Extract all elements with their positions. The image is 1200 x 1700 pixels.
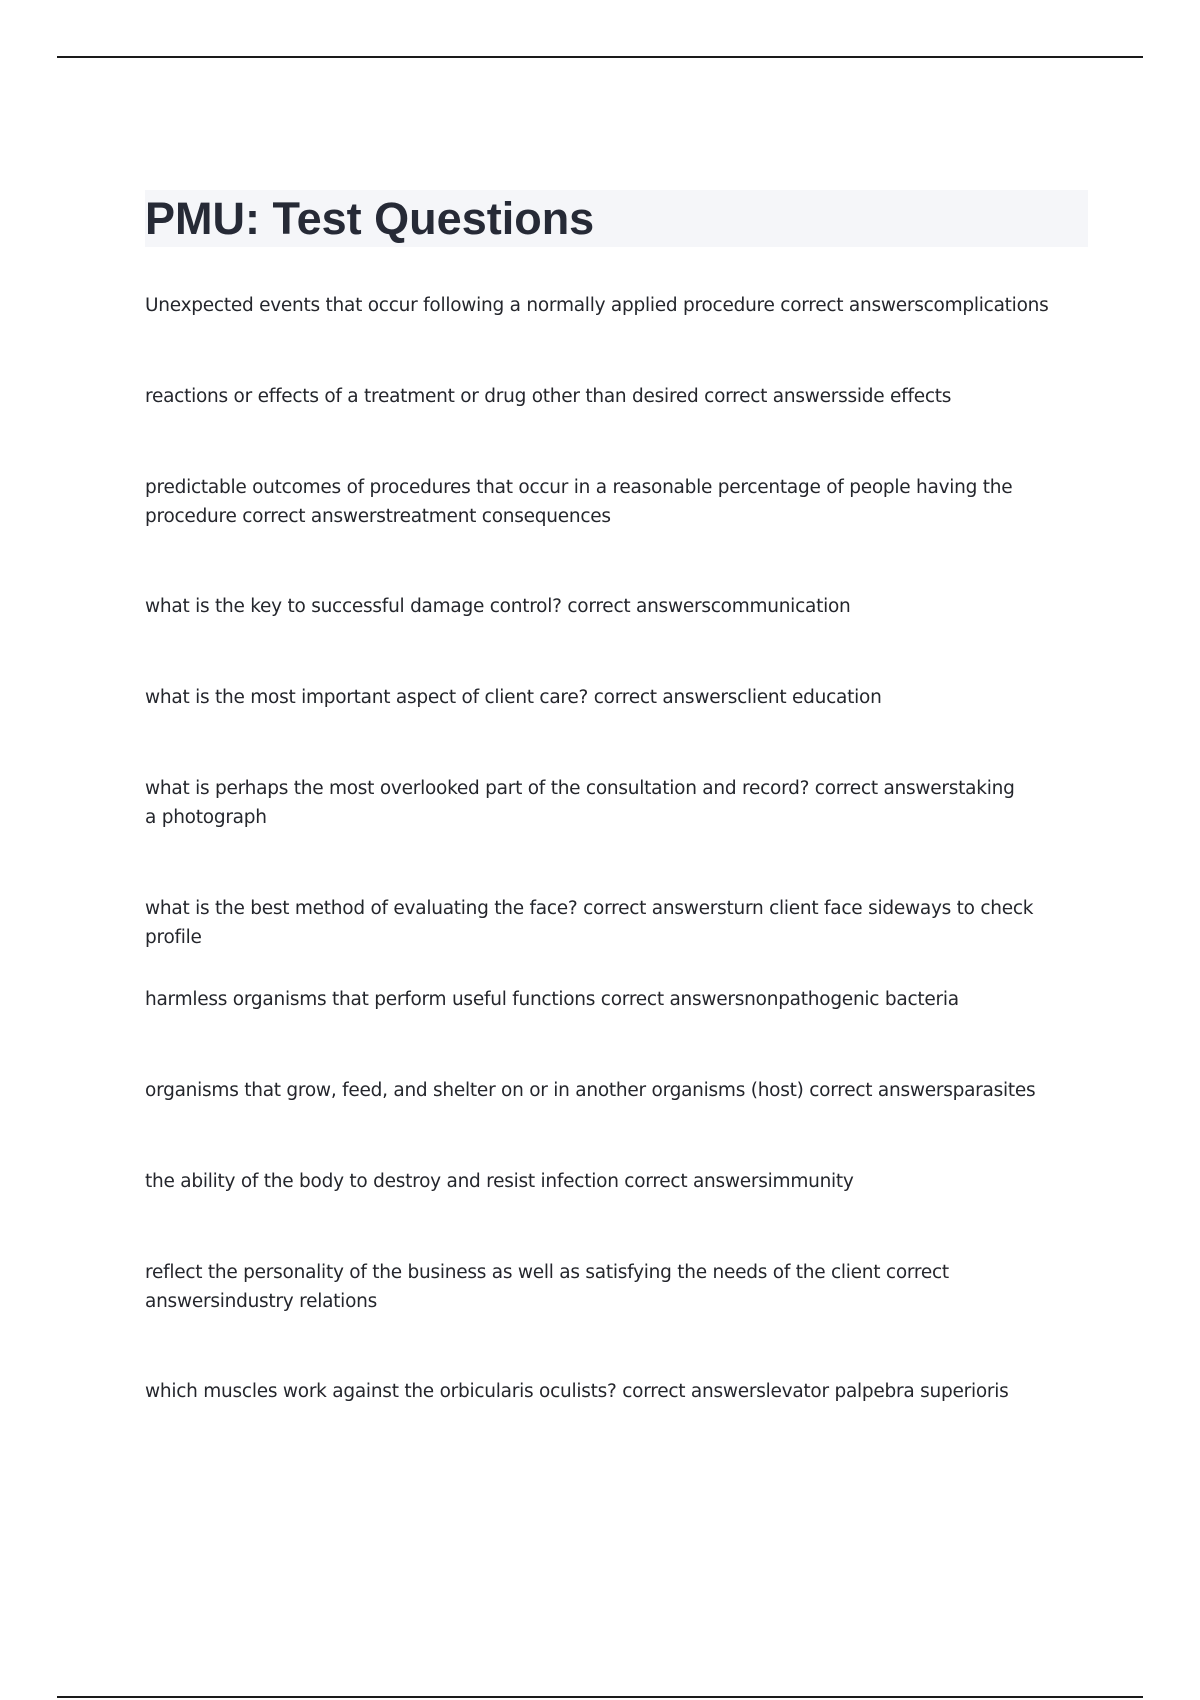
page-title: PMU: Test Questions [145,193,595,244]
question-item-9: organisms that grow, feed, and shelter on or in another organisms (host) correct answersparasites [145,1080,1036,1101]
question-item-10: the ability of the body to destroy and resist infection correct answersimmunity [145,1171,854,1192]
question-item-11: reflect the personality of the business as well as satisfying the needs of the client correct answersindustry relations [145,1262,949,1312]
question-item-6: what is perhaps the most overlooked part of the consultation and record? correct answerstaking a photograph [145,778,1015,828]
question-item-4: what is the key to successful damage control? correct answerscommunication [145,596,851,617]
question-item-7: what is the best method of evaluating the face? correct answersturn client face sideways to check profile [145,898,1034,948]
question-item-1: Unexpected events that occur following a normally applied procedure correct answerscomplications [145,295,1049,316]
question-item-2: reactions or effects of a treatment or drug other than desired correct answersside effects [145,386,952,407]
question-item-12: which muscles work against the orbicularis oculists? correct answerslevator palpebra superioris [145,1381,1009,1402]
question-item-8: harmless organisms that perform useful functions correct answersnonpathogenic bacteria [145,989,959,1010]
question-item-3: predictable outcomes of procedures that occur in a reasonable percentage of people having the procedure correct answerstreatment consequences [145,477,1013,527]
question-list [145,0,1095,1700]
question-item-5: what is the most important aspect of client care? correct answersclient education [145,687,882,708]
bottom-rule [57,1696,1143,1698]
